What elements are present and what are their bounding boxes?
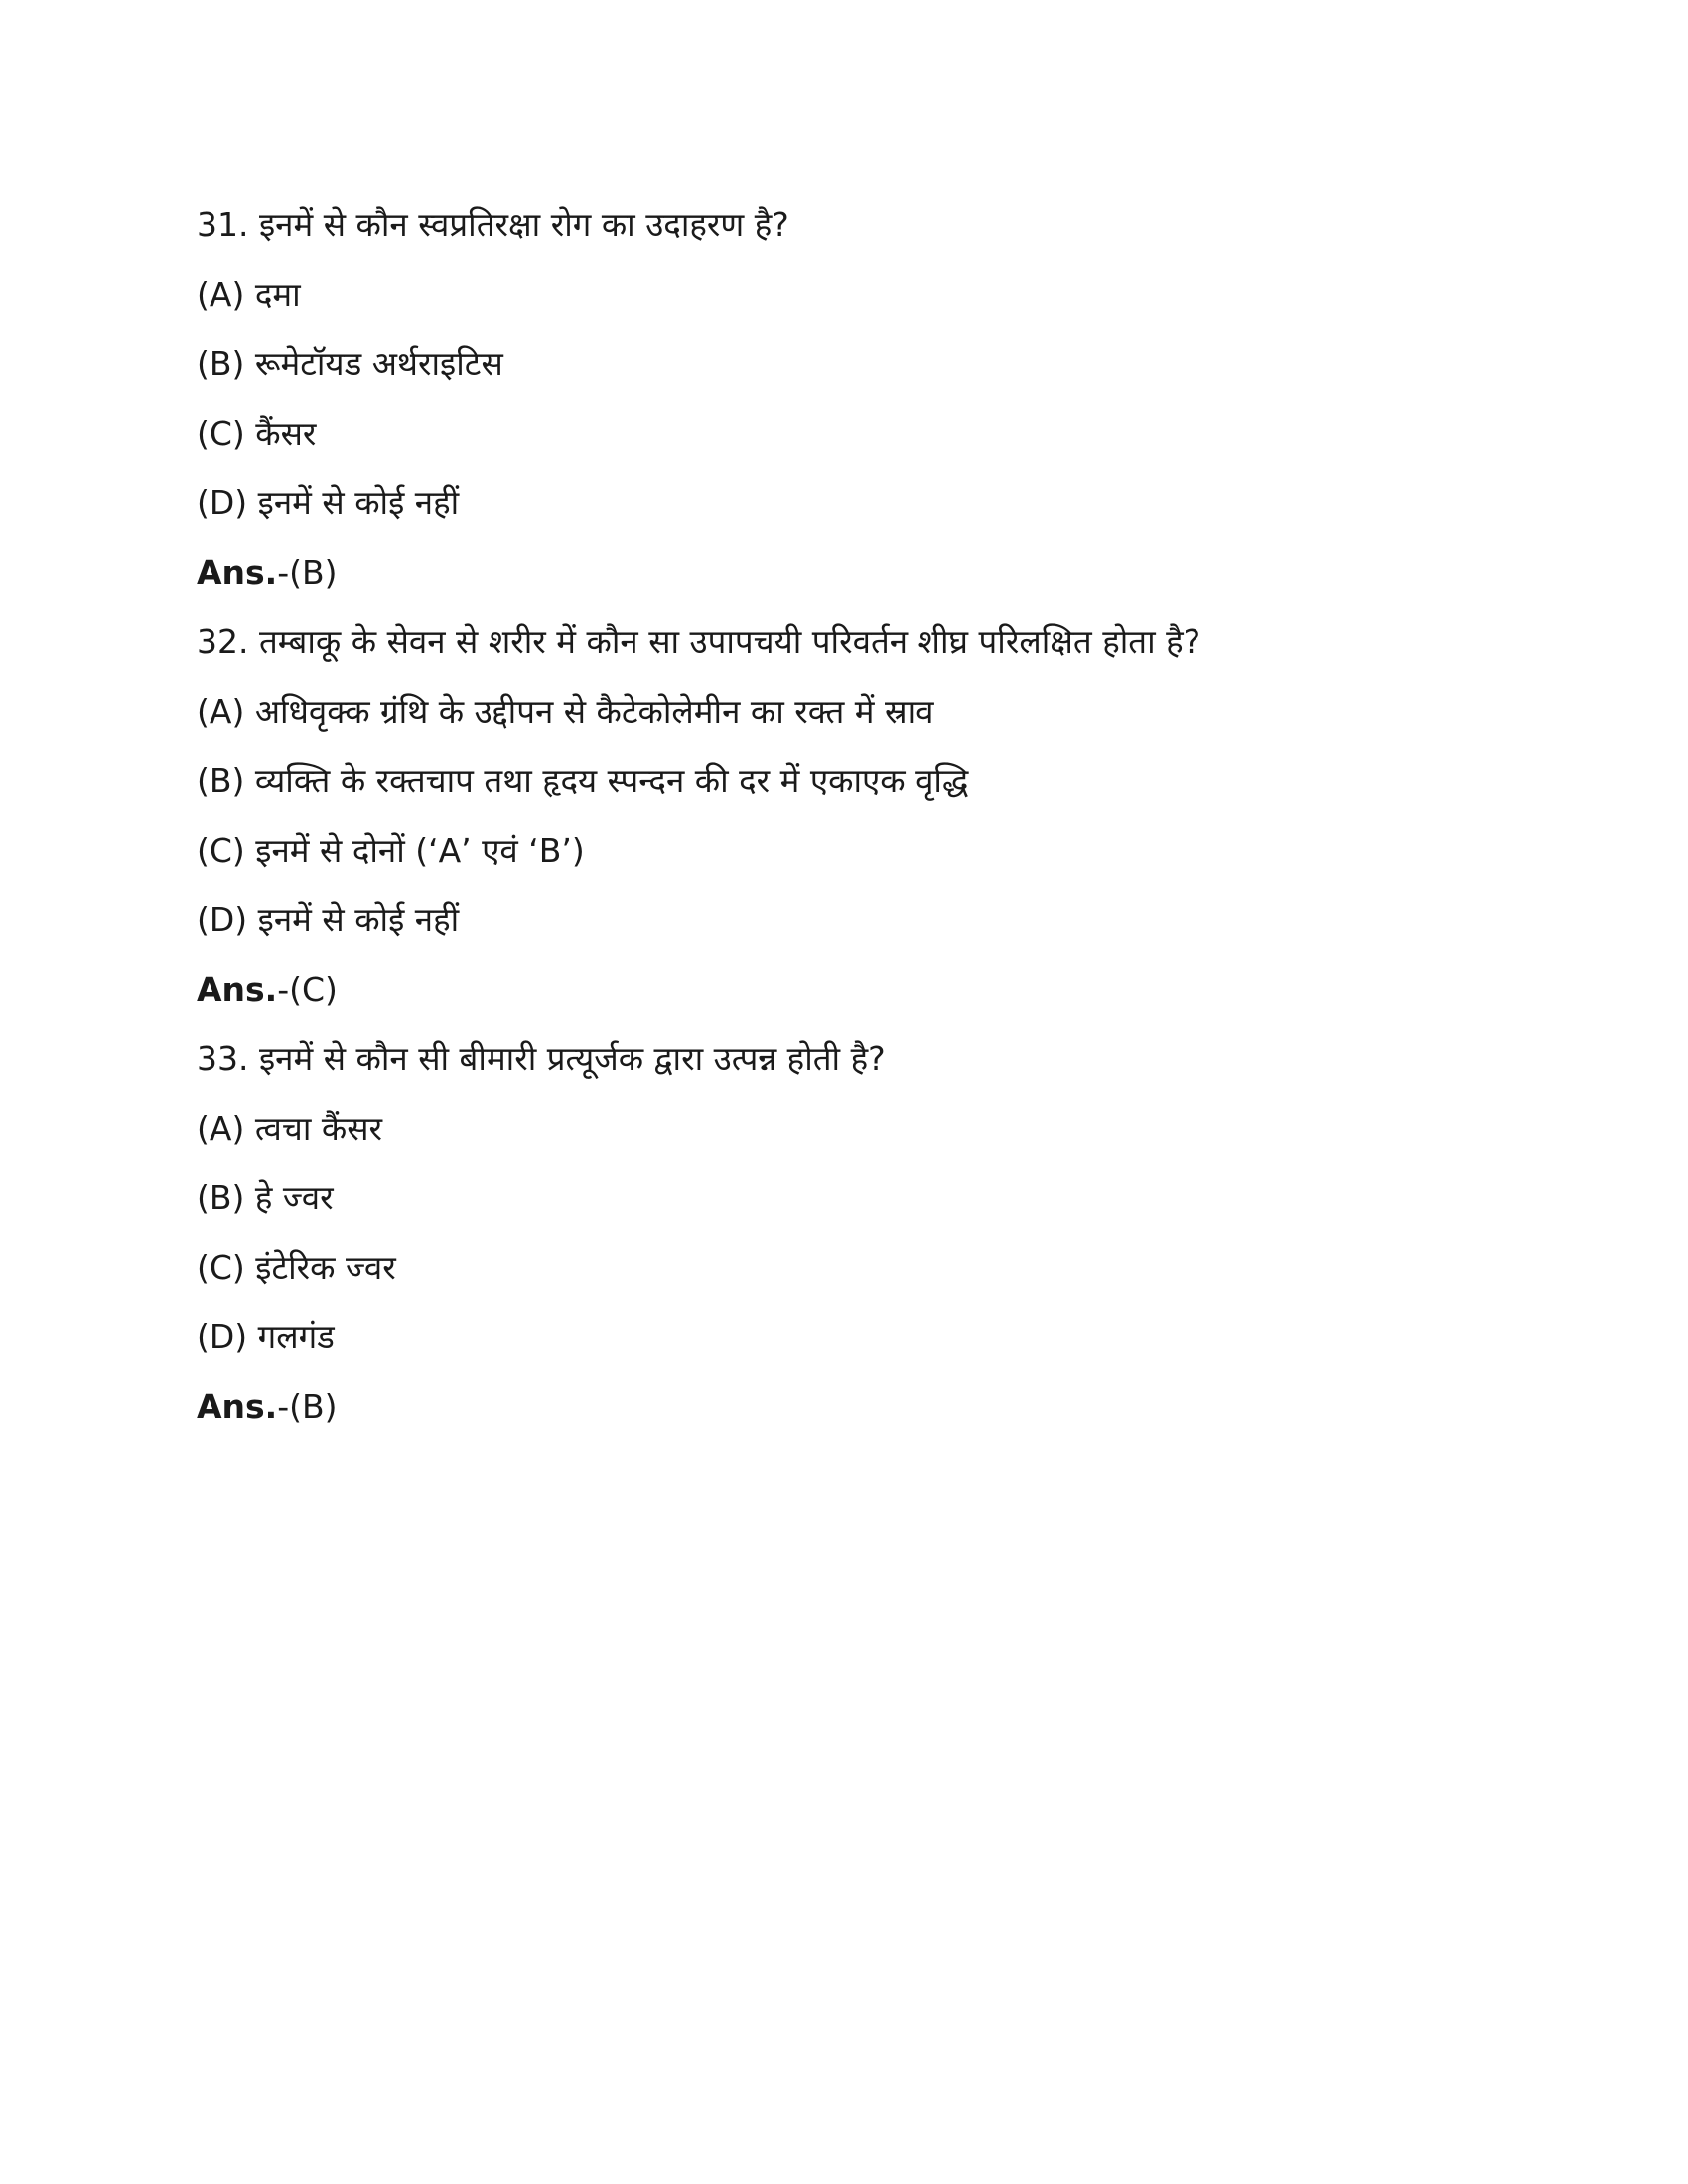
option-d: (D) गलगंड: [197, 1317, 335, 1356]
answer-line: [197, 1372, 1567, 1441]
answer-value: -(B): [277, 1387, 338, 1426]
answer-line: [197, 955, 1567, 1024]
answer-label: Ans.: [197, 553, 278, 592]
question-block: [197, 191, 1567, 608]
option-b: (B) हे ज्वर: [197, 1178, 334, 1217]
option-b: (B) रूमेटॉयड अर्थराइटिस: [197, 344, 503, 383]
answer-label: Ans.: [197, 970, 278, 1009]
question-block: [197, 608, 1567, 1024]
answer-value: -(C): [277, 970, 338, 1009]
option-c: (C) इंटेरिक ज्वर: [197, 1248, 396, 1287]
option-a: (A) अधिवृक्क ग्रंथि के उद्दीपन से कैटेकोलेमीन का रक्त में स्राव: [197, 692, 934, 731]
document-page: [197, 191, 1567, 1441]
question-text: 33. इनमें से कौन सी बीमारी प्रत्यूर्जक द्वारा उत्पन्न होती है?: [197, 1039, 886, 1078]
option-b: (B) व्यक्ति के रक्तचाप तथा हृदय स्पन्दन की दर में एकाएक वृद्धि: [197, 761, 969, 800]
question-text: 32. तम्बाकू के सेवन से शरीर में कौन सा उपापचयी परिवर्तन शीघ्र परिलक्षित होता है?: [197, 622, 1201, 661]
option-d: (D) इनमें से कोई नहीं: [197, 900, 460, 939]
question-block: [197, 1024, 1567, 1441]
option-a: (A) त्वचा कैंसर: [197, 1109, 383, 1148]
option-d: (D) इनमें से कोई नहीं: [197, 483, 460, 522]
question-text: 31. इनमें से कौन स्वप्रतिरक्षा रोग का उदाहरण है?: [197, 205, 789, 244]
option-c: (C) इनमें से दोनों (‘A’ एवं ‘B’): [197, 831, 585, 870]
answer-value: -(B): [277, 553, 338, 592]
answer-line: [197, 538, 1567, 608]
option-c: (C) कैंसर: [197, 414, 317, 453]
option-a: (A) दमा: [197, 275, 301, 314]
answer-label: Ans.: [197, 1387, 278, 1426]
